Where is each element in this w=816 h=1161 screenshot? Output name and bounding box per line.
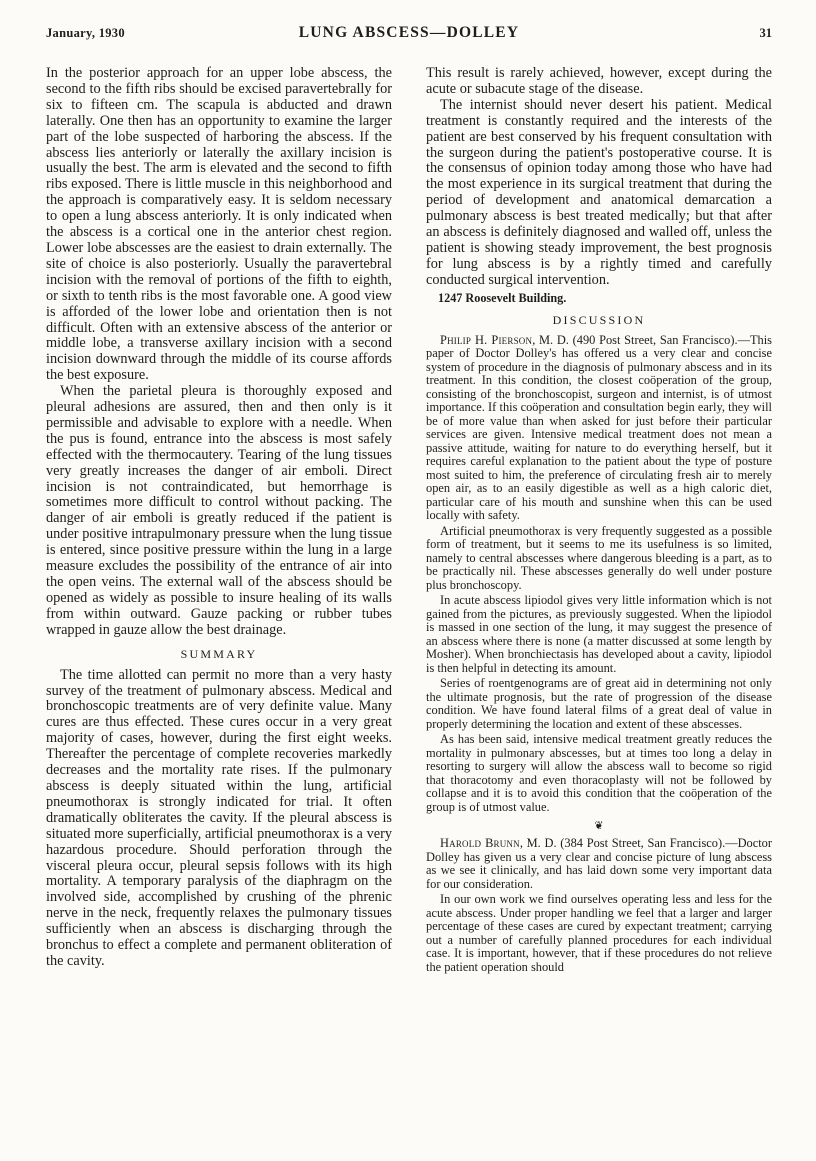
discussion-paragraph-pierson-intro (426, 334, 772, 523)
discussion-paragraph-cooperation: As has been said, intensive medical treatment greatly reduces the mortality in pulmonary abscesses, but at times too long a delay in resorting to surgery will allow the abscess wall to become so rigid that thoracotomy and even thoracoplasty will not be followed by collapse and it is to avoid this condition that the coöperation of the group is of utmost value. (426, 732, 772, 814)
page-header (46, 24, 772, 42)
running-title: LUNG ABSCESS—DOLLEY (298, 24, 520, 41)
discussion-text-brunn-intro: , M. D. (384 Post Street, San Francisco).—Doctor Dolley has given us a very clear and concise picture of lung abscess as we see it clinically, and has laid down some very important data for our consideration. (426, 836, 772, 891)
discussion-paragraph-lipiodol: In acute abscess lipiodol gives very little information which is not gained from the pictures, as previously suggested. When the lipiodol is massed in one section of the lung, it may suggest the presence of an abscess where there is none (a matter discussed at some length by Mosher). When bronchiectasis has developed about a cavity, lipiodol is then helpful in detecting its amount. (426, 593, 772, 675)
discussion-text-pierson-intro: , M. D. (490 Post Street, San Francisco).—This paper of Doctor Dolley's has offered us a very clear and concise system of procedure in the diagnosis of pulmonary abscess and in its treatment. In this condition, the closest coöperation of the group, consisting of the bronchoscopist, surgeon and internist, is of utmost importance. If this coöperation and consultation begin early, they will be of more value than when asked for just before their particular services are given. Intensive medical treatment does not mean a passive attitude, waiting for nature to do everything herself, but it requires careful explanation to the patient about the type of posture most suited to him, the preference of circulating fresh air to merely open air, as to an easily digestible as well as a high caloric diet, particular care of his mouth and sunshine when this can be used locally with safety. (426, 332, 773, 523)
summary-heading: SUMMARY (180, 646, 258, 661)
body-paragraph-summary: The time allotted can permit no more than a very hasty survey of the treatment of pulmonary abscess. Medical and bronchoscopic treatments are of very definite value. Many cures are thus effected. These cures occur in a very great majority of cases, however, during the first eight weeks. Thereafter the percentage of complete recoveries markedly decreases and the mortality rate rises. If the pulmonary abscess is deeply situated within the lung, artificial pneumothorax is strongly indicated for trial. It often dramatically obliterates the cavity. If the pleural abscess is situated more superficially, artificial pneumothorax is a very hazardous procedure. Should perforation through the visceral pleura occur, pleural sepsis follows with its high mortality. A temporary paralysis of the diaphragm on the involved side, accomplished by crushing of the phrenic nerve in the neck, frequently relaxes the pulmonary tissues sufficiently when an abscess is discharging through the bronchus to effect a complete and permanent obliteration of the cavity. (46, 666, 392, 969)
issue-date: January, 1930 (46, 26, 125, 40)
discussion-heading: DISCUSSION (552, 312, 646, 327)
author-address: 1247 Roosevelt Building. (438, 290, 567, 305)
speaker-name-brunn: Harold Brunn (440, 836, 520, 851)
left-column (46, 66, 392, 976)
body-paragraph-result: This result is rarely achieved, however, except during the acute or subacute stage of the disease. (426, 65, 772, 97)
section-divider-fleuron-icon: ❦ (594, 819, 604, 833)
right-column (426, 66, 772, 976)
speaker-name-pierson: Philip H. Pierson (440, 332, 533, 347)
discussion-paragraph-pneumothorax: Artificial pneumothorax is very frequently suggested as a possible form of treatment, but it seems to me its usefulness is so limited, namely to central abscesses where dangerous bleeding is a part, as to be practically nil. These abscesses generally do well under posture plus bronchoscopy. (426, 523, 772, 592)
page-number: 31 (759, 26, 772, 40)
discussion-paragraph-roentgenograms: Series of roentgenograms are of great aid in determining not only the ultimate prognosis, but the rate of progression of the disease condition. We have found lateral films of a great deal of value in properly determining the location and extent of these abscesses. (426, 676, 772, 731)
body-paragraph-posterior-approach: In the posterior approach for an upper lobe abscess, the second to the fifth ribs should be excised paravertebrally for six to fifteen cm. The scapula is abducted and drawn laterally. One then has an opportunity to examine the larger part of the lobe suspected of harboring the abscess. If the abscess lies anteriorly or laterally the axillary incision is usually the best. The arm is elevated and the second to fifth ribs exposed. There is little muscle in this neighborhood and the approach is comparatively easy. It is seldom necessary to open a lung abscess anteriorly. It is only indicated when the abscess is a cortical one in the anterior chest region. Lower lobe abscesses are the easiest to drain externally. The site of choice is also posteriorly. Usually the paravertebral incision with the removal of portions of the fifth to eighth, or sixth to tenth ribs is the most favorable one. A good view is afforded of the lower lobe and orientation then is not difficult. Often with an extensive abscess of the anterior or middle lobe, a transverse axillary incision with a second incision downward through the middle of its course affords the best exposure. (46, 65, 392, 384)
two-column-layout (46, 66, 772, 976)
body-paragraph-parietal-pleura: When the parietal pleura is thoroughly exposed and pleural adhesions are assured, then and then only is it permissible and advisable to explore with a needle. When the pus is found, entrance into the abscess is most safely effected with the thermocautery. Tearing of the lung tissues very greatly increases the danger of air emboli. Direct incision is not contraindicated, but hemorrhage is sometimes more difficult to control without packing. The danger of air emboli is greatly reduced if the patient is under positive intrapulmonary pressure when the lung tissue is entered, since positive pressure within the lung in a large measure excludes the possibility of the entrance of air into the open veins. The external wall of the abscess should be opened as widely as possible to insure healing of its walls from within outward. Gauze packing or rubber tubes wrapped in gauze allow the best drainage. (46, 383, 392, 638)
body-paragraph-internist: The internist should never desert his patient. Medical treatment is constantly required and the interests of the patient are best conserved by his frequent consultation with the surgeon during the patient's postoperative course. It is the consensus of opinion today among those who have had the most experience in its surgical treatment that during the period of development and anatomical demarcation a pulmonary abscess is best treated medically; but that after an abscess is definitely diagnosed and walled off, unless the patient is showing steady improvement, the best prognosis for lung abscess is by a rightly timed and carefully conducted surgical intervention. (426, 96, 772, 288)
discussion-paragraph-brunn-intro (426, 837, 772, 891)
discussion-paragraph-operating: In our own work we find ourselves operating less and less for the acute abscess. Under proper handling we feel that a larger and larger percentage of these cases are cured by expectant treatment; carrying out a number of carefully planned procedures for each individual case. It is important, however, that if these procedures do not relieve the patient operation should (426, 892, 772, 974)
